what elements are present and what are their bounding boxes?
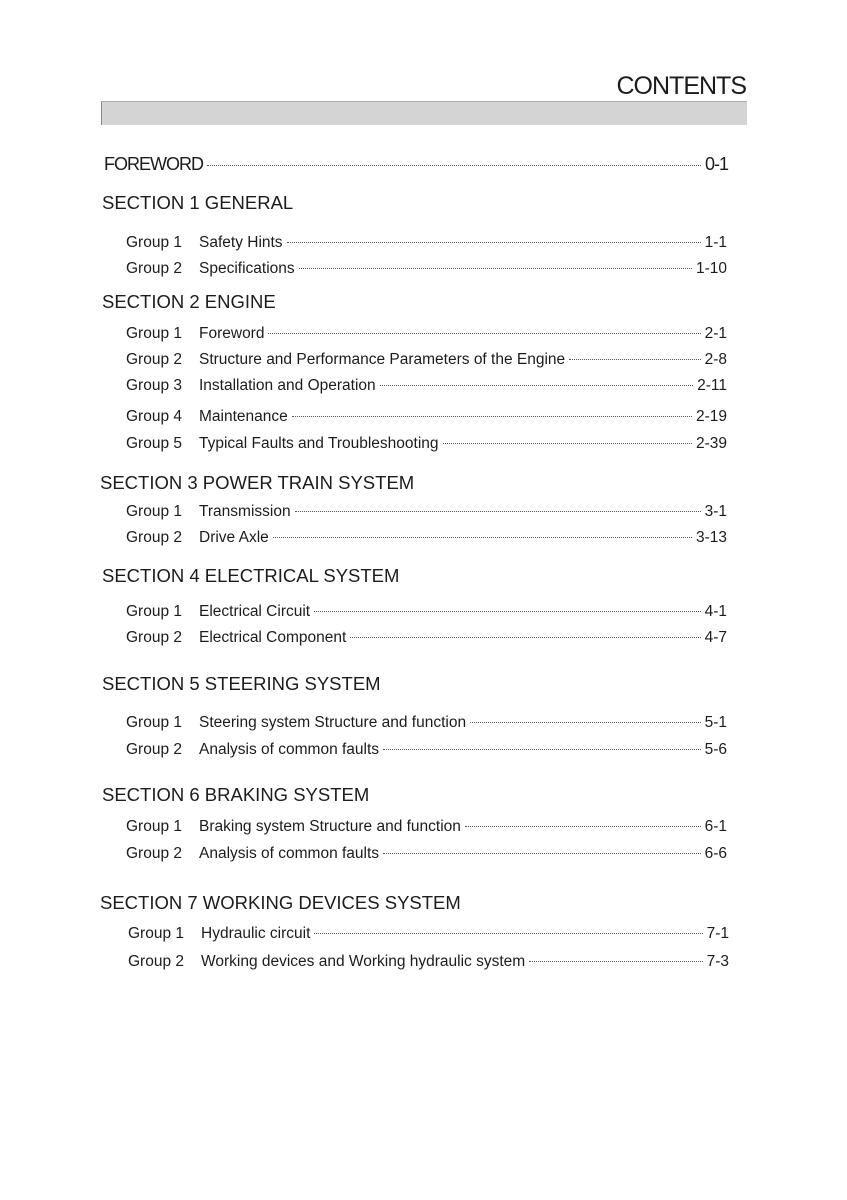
toc-entry[interactable] [126, 529, 727, 549]
dot-leader [273, 537, 692, 538]
entry-title: Hydraulic circuit [201, 925, 311, 942]
entry-page: 2-8 [704, 351, 727, 368]
section-heading[interactable]: SECTION 4 ELECTRICAL SYSTEM [102, 565, 400, 586]
entry-title: Steering system Structure and function [199, 714, 467, 731]
entry-group: Group 5 [126, 435, 183, 452]
entry-page: 2-19 [695, 408, 727, 425]
entry-page: 4-1 [704, 603, 727, 620]
entry-title: Working devices and Working hydraulic system [201, 953, 526, 970]
dot-leader [443, 443, 692, 444]
header-bar [101, 101, 747, 125]
section-heading[interactable]: SECTION 2 ENGINE [102, 291, 276, 312]
entry-page: 3-1 [704, 503, 727, 520]
entry-group: Group 2 [126, 741, 183, 758]
entry-page: 2-11 [697, 377, 727, 394]
dot-leader [465, 826, 701, 827]
entry-group: Group 1 [128, 925, 185, 942]
toc-entry[interactable] [126, 234, 727, 254]
entry-group: Group 2 [126, 260, 183, 277]
entry-page: 2-39 [695, 435, 727, 452]
entry-group: Group 2 [126, 529, 183, 546]
entry-page: 2-1 [704, 325, 727, 342]
entry-title: Foreword [199, 325, 265, 342]
entry-title: Electrical Circuit [199, 603, 311, 620]
section-heading[interactable]: SECTION 3 POWER TRAIN SYSTEM [100, 472, 415, 493]
section-heading[interactable]: SECTION 6 BRAKING SYSTEM [102, 784, 370, 805]
dot-leader [292, 416, 692, 417]
toc-entry[interactable] [126, 714, 727, 734]
entry-title: Installation and Operation [199, 377, 376, 394]
toc-entry[interactable] [128, 953, 729, 973]
entry-group: Group 2 [126, 845, 183, 862]
entry-title: Maintenance [199, 408, 288, 425]
toc-entry[interactable] [126, 603, 727, 623]
toc-entry[interactable] [128, 925, 729, 945]
entry-group: Group 2 [126, 629, 183, 646]
toc-entry[interactable] [126, 629, 727, 649]
entry-page: 0-1 [704, 154, 728, 174]
entry-title: Typical Faults and Troubleshooting [199, 435, 439, 452]
dot-leader [314, 611, 700, 612]
dot-leader [470, 722, 701, 723]
section-heading[interactable]: SECTION 5 STEERING SYSTEM [102, 673, 381, 694]
entry-title: Safety Hints [199, 234, 283, 251]
entry-title: Analysis of common faults [199, 741, 380, 758]
section-heading[interactable]: SECTION 7 WORKING DEVICES SYSTEM [100, 892, 461, 913]
dot-leader [314, 933, 702, 934]
page-title: CONTENTS [616, 72, 746, 100]
entry-page: 7-1 [706, 925, 729, 942]
entry-page: 5-6 [704, 741, 727, 758]
entry-group: Group 2 [128, 953, 185, 970]
entry-group: Group 1 [126, 325, 183, 342]
dot-leader [299, 268, 692, 269]
foreword-entry[interactable] [104, 154, 728, 176]
entry-page: 7-3 [706, 953, 729, 970]
toc-entry[interactable] [126, 408, 727, 428]
dot-leader [350, 637, 700, 638]
dot-leader [529, 961, 702, 962]
toc-entry[interactable] [126, 741, 727, 761]
toc-entry[interactable] [126, 845, 727, 865]
dot-leader [287, 242, 701, 243]
toc-entry[interactable] [126, 377, 727, 397]
entry-title: Structure and Performance Parameters of the Engine [199, 351, 566, 368]
entry-group: Group 1 [126, 234, 183, 251]
entry-title: Transmission [199, 503, 291, 520]
entry-page: 5-1 [704, 714, 727, 731]
entry-group: Group 4 [126, 408, 183, 425]
entry-title: Braking system Structure and function [199, 818, 461, 835]
toc-entry[interactable] [126, 503, 727, 523]
entry-title: Analysis of common faults [199, 845, 380, 862]
entry-group: Group 1 [126, 714, 183, 731]
toc-entry[interactable] [126, 260, 727, 280]
dot-leader [569, 359, 700, 360]
entry-page: 1-10 [695, 260, 727, 277]
section-heading[interactable]: SECTION 1 GENERAL [102, 192, 294, 213]
dot-leader [207, 165, 701, 166]
toc-entry[interactable] [126, 325, 727, 345]
entry-page: 3-13 [695, 529, 727, 546]
entry-title: Electrical Component [199, 629, 347, 646]
toc-entry[interactable] [126, 435, 727, 455]
entry-group: Group 1 [126, 603, 183, 620]
dot-leader [380, 385, 693, 386]
entry-page: 1-1 [704, 234, 727, 251]
dot-leader [383, 853, 701, 854]
dot-leader [295, 511, 701, 512]
toc-entry[interactable] [126, 818, 727, 838]
dot-leader [383, 749, 701, 750]
entry-title: Drive Axle [199, 529, 269, 546]
entry-page: 6-1 [704, 818, 727, 835]
entry-group: Group 1 [126, 818, 183, 835]
entry-group: Group 1 [126, 503, 183, 520]
entry-title: FOREWORD [104, 154, 203, 174]
dot-leader [268, 333, 700, 334]
entry-title: Specifications [199, 260, 295, 277]
entry-page: 4-7 [704, 629, 727, 646]
entry-group: Group 2 [126, 351, 183, 368]
entry-page: 6-6 [704, 845, 727, 862]
entry-group: Group 3 [126, 377, 183, 394]
toc-entry[interactable] [126, 351, 727, 371]
